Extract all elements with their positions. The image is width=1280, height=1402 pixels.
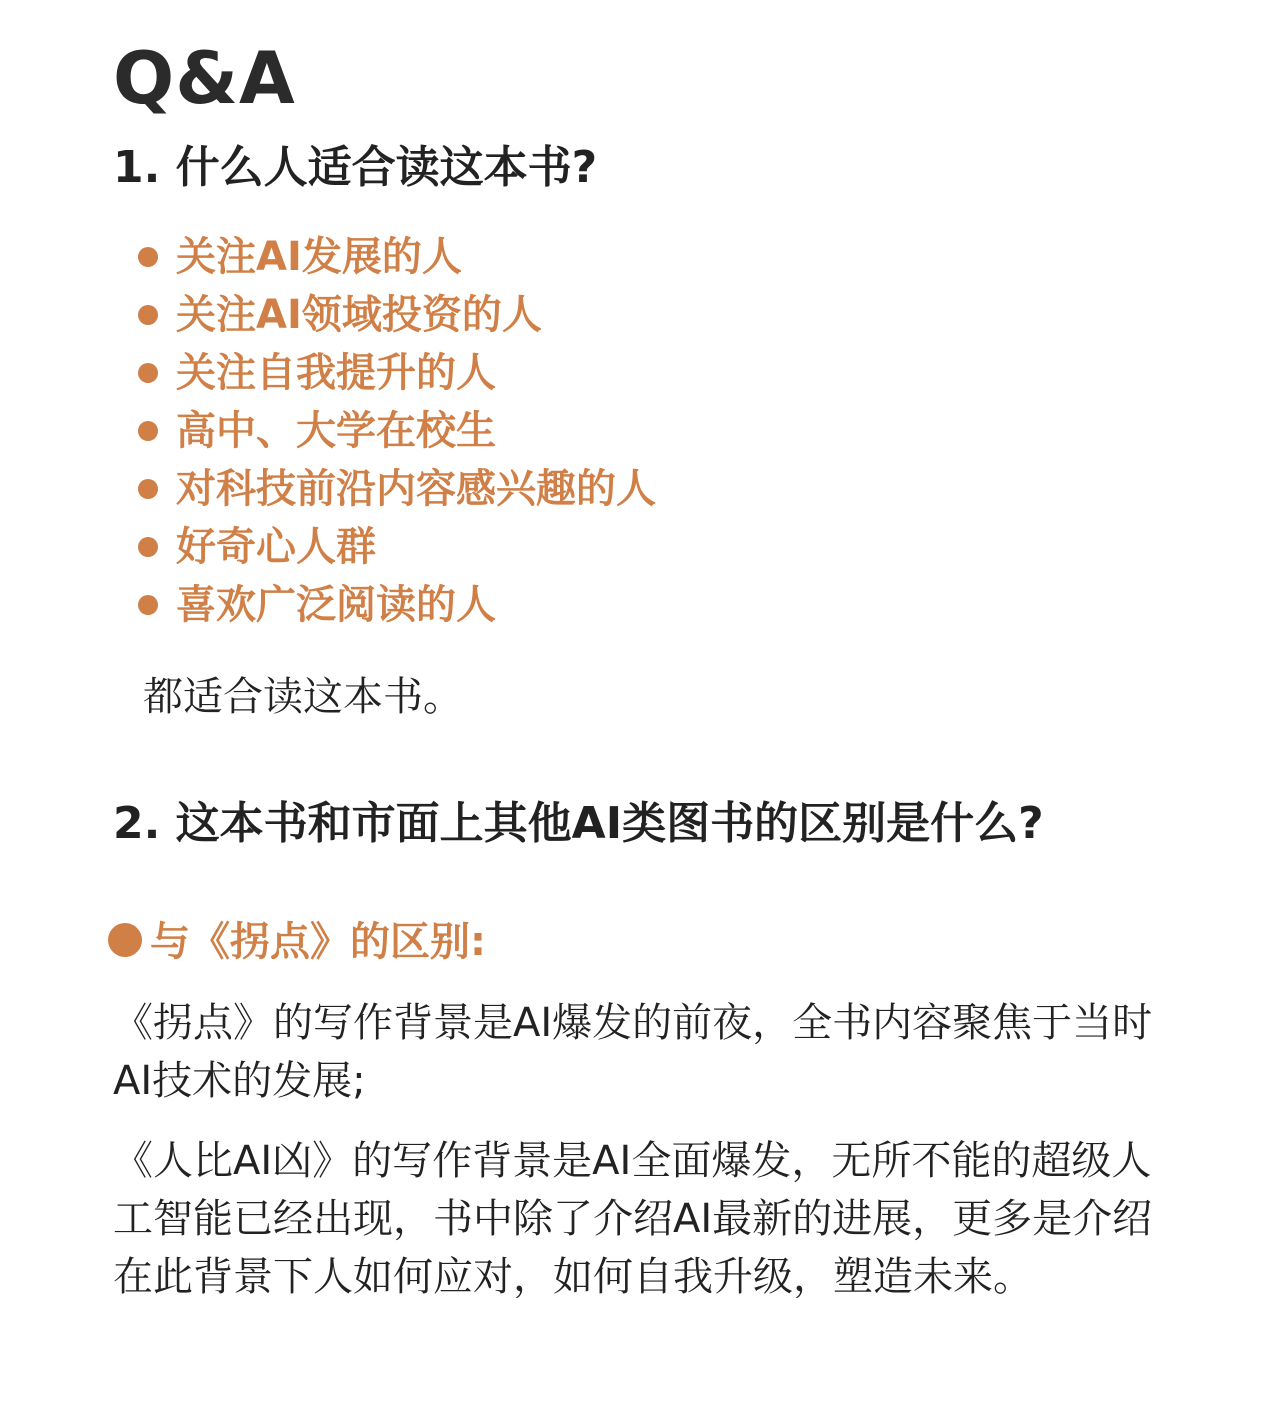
- list-item-label: 对科技前沿内容感兴趣的人: [176, 466, 656, 512]
- audience-list: [136, 228, 656, 634]
- list-item: [136, 402, 656, 460]
- list-item-label: 关注AI领域投资的人: [176, 292, 542, 338]
- list-item: [136, 228, 656, 286]
- comparison-subheading: [108, 912, 486, 972]
- list-item-label: 高中、大学在校生: [176, 408, 496, 454]
- question-2-title: 2. 这本书和市面上其他AI类图书的区别是什么?: [113, 798, 1044, 849]
- page-title: Q&A: [113, 36, 296, 120]
- question-1-title: 1. 什么人适合读这本书?: [113, 142, 598, 193]
- list-item: [136, 286, 656, 344]
- list-item-label: 关注自我提升的人: [176, 350, 496, 396]
- bullet-dot-icon: [138, 595, 158, 615]
- bullet-dot-icon: [138, 421, 158, 441]
- question-1-conclusion: 都适合读这本书。: [143, 674, 463, 720]
- list-item-label: 喜欢广泛阅读的人: [176, 582, 496, 628]
- bullet-dot-icon: [138, 479, 158, 499]
- list-item-label: 关注AI发展的人: [176, 234, 462, 280]
- bullet-dot-icon: [138, 537, 158, 557]
- bullet-dot-icon: [138, 247, 158, 267]
- bullet-dot-icon: [108, 923, 142, 957]
- list-item: [136, 518, 656, 576]
- comparison-paragraph-1: 《拐点》的写作背景是AI爆发的前夜，全书内容聚焦于当时AI技术的发展;: [113, 1000, 1153, 1104]
- list-item: [136, 460, 656, 518]
- subheading-label: 与《拐点》的区别:: [150, 919, 486, 965]
- list-item-label: 好奇心人群: [176, 524, 376, 570]
- list-item: [136, 576, 656, 634]
- bullet-dot-icon: [138, 305, 158, 325]
- comparison-paragraph-2: 《人比AI凶》的写作背景是AI全面爆发，无所不能的超级人工智能已经出现，书中除了介绍AI最新的进展，更多是介绍在此背景下人如何应对，如何自我升级，塑造未来。: [113, 1138, 1153, 1300]
- list-item: [136, 344, 656, 402]
- bullet-dot-icon: [138, 363, 158, 383]
